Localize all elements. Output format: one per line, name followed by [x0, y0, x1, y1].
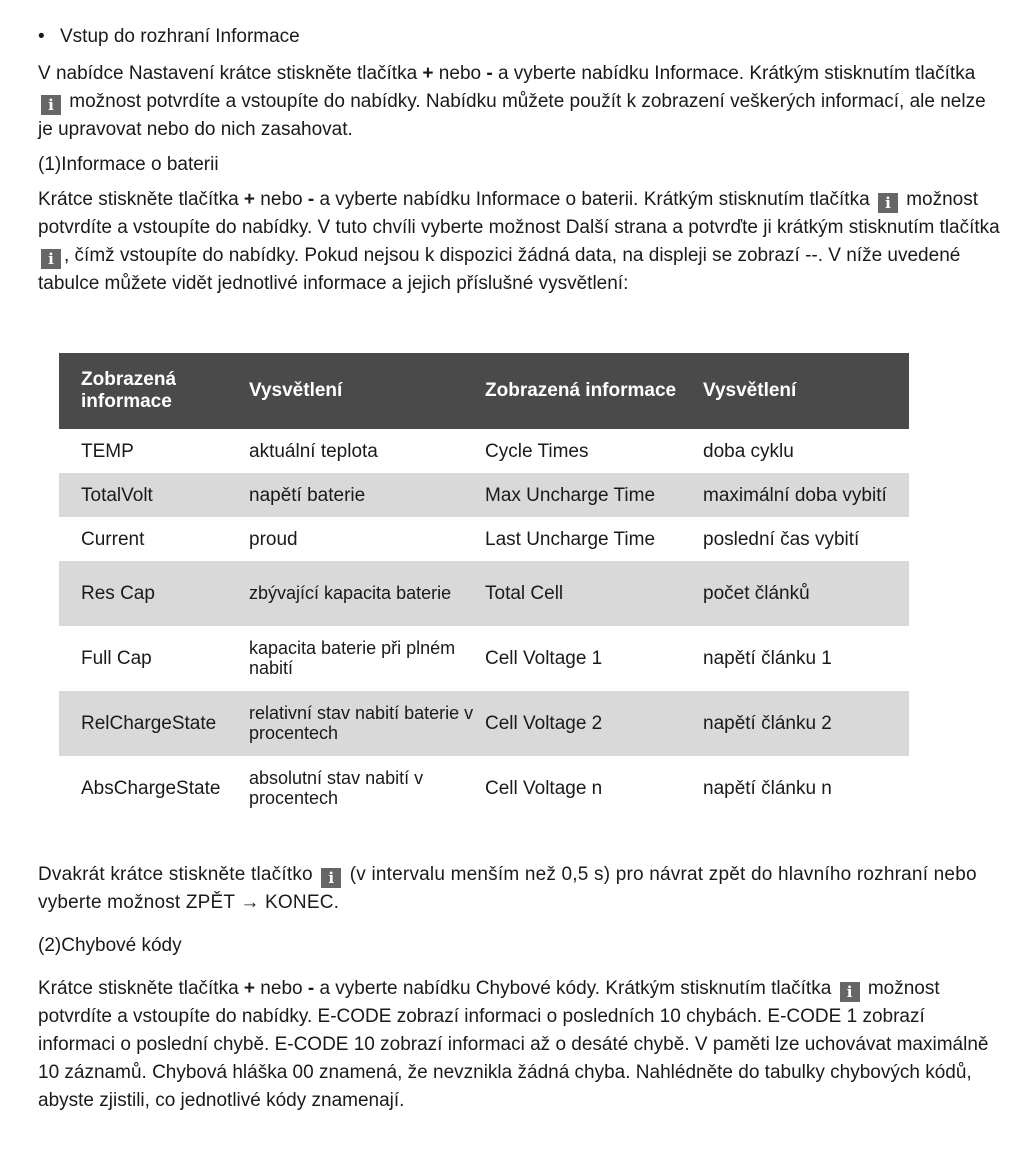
table-cell: zbývající kapacita baterie [249, 561, 485, 626]
table-cell: Cell Voltage 1 [485, 648, 603, 669]
table-cell: napětí článku 2 [703, 691, 909, 756]
table-cell: AbsChargeState [81, 778, 221, 799]
table-cell: doba cyklu [703, 440, 794, 462]
table-cell: Full Cap [81, 648, 152, 669]
table-cell: napětí článku n [703, 778, 832, 799]
table-cell: absolutní stav nabití v procentech [249, 768, 424, 808]
table-header: Zobrazená informace [59, 353, 249, 429]
table-row [59, 756, 909, 821]
table-cell: poslední čas vybití [703, 528, 860, 550]
table-header: Zobrazená informace [485, 353, 703, 429]
intro-paragraph: V nabídce Nastavení krátce stiskněte tlačítka + nebo - a vyberte nabídku Informace. Krátkým stisknutím tlačítka i možnost potvrdíte a vstoupíte do nabídky. Nabídku můžete použít k zobrazení veškerých informací, ale nelze je upravovat nebo do nich zasahovat. [38, 63, 986, 140]
table-cell: proud [249, 528, 298, 550]
info-button-icon: i [878, 193, 898, 213]
info-button-icon: i [321, 868, 341, 888]
return-paragraph: Dvakrát krátce stiskněte tlačítko i (v intervalu menším než 0,5 s) pro návrat zpět do hlavního rozhraní nebo vyberte možnost ZPĚT → KONEC. [38, 864, 977, 913]
table-cell: aktuální teplota [249, 440, 378, 462]
table-cell: kapacita baterie při plném nabití [249, 638, 456, 678]
table-cell: TotalVolt [59, 473, 249, 517]
battery-paragraph: Krátce stiskněte tlačítka + nebo - a vyberte nabídku Informace o baterii. Krátkým stisknutím tlačítka i možnost potvrdíte a vstoupíte do nabídky. V tuto chvíli vyberte možnost Další strana a potvrďte ji krátkým stisknutím tlačítka i , čímž vstoupíte do nabídky. Pokud nejsou k dispozici žádná data, na displeji se zobrazí --. V níže uvedené tabulce můžete vidět jednotlivé informace a jejich příslušné vysvětlení: [38, 189, 1000, 294]
table-cell: Res Cap [59, 561, 249, 626]
table-cell: Max Uncharge Time [485, 473, 703, 517]
table-row [59, 429, 909, 473]
info-button-icon: i [41, 249, 61, 269]
table-cell: Cycle Times [485, 440, 589, 462]
errors-paragraph: Krátce stiskněte tlačítka + nebo - a vyberte nabídku Chybové kódy. Krátkým stisknutím tlačítka i možnost potvrdíte a vstoupíte do nabídky. E-CODE zobrazí informaci o posledních 10 chybách. E-CODE 1 zobrazí informaci o poslední chybě. E-CODE 10 zobrazí informaci až o desáté chybě. V paměti lze uchovávat maximálně 10 záznamů. Chybová hláška 00 znamená, že nevznikla žádná chyba. Nahlédněte do tabulky chybových kódů, abyste zjistili, co jednotlivé kódy znamenají. [38, 978, 989, 1111]
table-cell: Total Cell [485, 561, 703, 626]
table-cell: Cell Voltage n [485, 778, 603, 799]
info-button-icon: i [840, 982, 860, 1002]
table-header: Vysvětlení [249, 353, 485, 429]
table-row [59, 517, 909, 561]
table-row [59, 691, 909, 756]
table-cell: napětí článku 1 [703, 648, 832, 669]
battery-info-table [59, 353, 909, 821]
table-cell: počet článků [703, 561, 909, 626]
table-cell: napětí baterie [249, 473, 485, 517]
table-cell: Cell Voltage 2 [485, 691, 703, 756]
table-row [59, 626, 909, 691]
section-title [38, 23, 1000, 51]
table-row [59, 561, 909, 626]
battery-heading: (1)Informace o baterii [38, 154, 219, 175]
table-header-row [59, 353, 909, 429]
table-cell: relativní stav nabití baterie v procentech [249, 691, 485, 756]
table-header: Vysvětlení [703, 353, 909, 429]
table-cell: Current [81, 528, 145, 550]
table-cell: Last Uncharge Time [485, 528, 656, 550]
table-cell: TEMP [81, 440, 134, 462]
table-cell: maximální doba vybití [703, 473, 909, 517]
table-row [59, 473, 909, 517]
bullet: • [38, 26, 45, 47]
section-title-text: Vstup do rozhraní Informace [60, 26, 300, 47]
table-cell: RelChargeState [59, 691, 249, 756]
errors-heading: (2)Chybové kódy [38, 935, 182, 956]
info-button-icon: i [41, 95, 61, 115]
